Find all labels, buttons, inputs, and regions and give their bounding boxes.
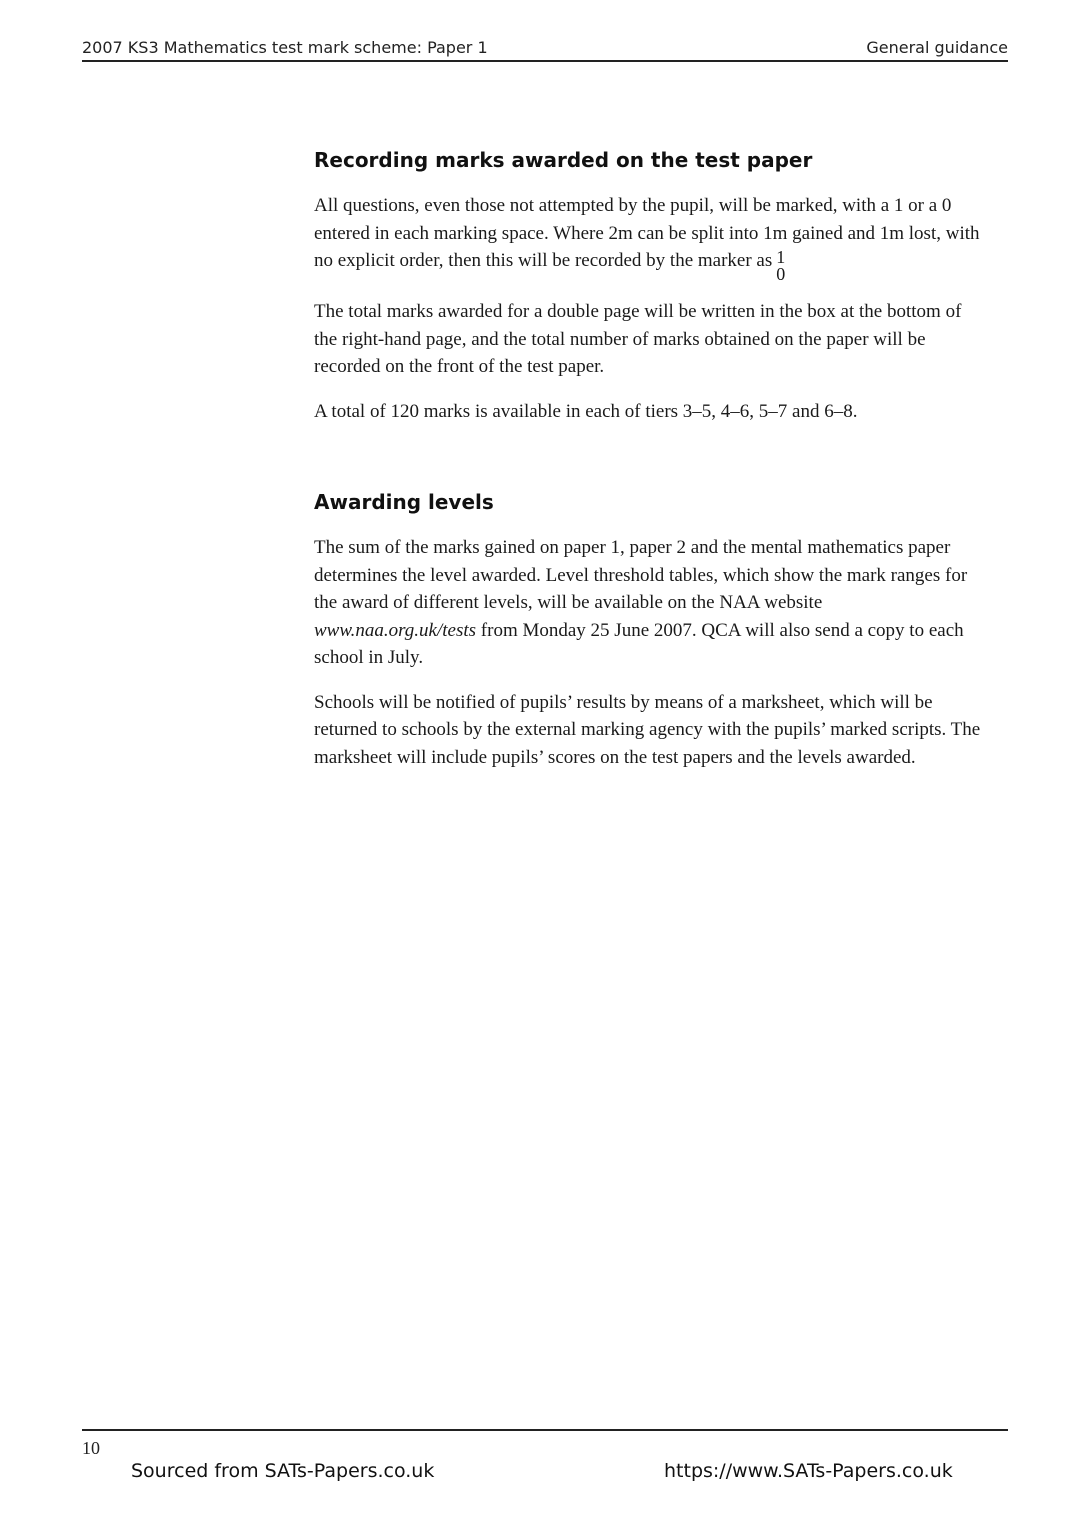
awarding-paragraph-2: Schools will be notified of pupils’ results by means of a marksheet, which will be returned to schools by the external marking agency with the pupils’ marked scripts. The marksheet will include pupils’ scores on the test papers and the levels awarded. bbox=[314, 691, 981, 768]
recording-p1-text: All questions, even those not attempted by the pupil, will be marked, with a 1 or a 0 entered in each marking space. Where 2m can be split into 1m gained and 1m lost, with no explicit order, then this will be recorded by the marker as bbox=[314, 195, 980, 271]
awarding-p1-after: from Monday 25 June 2007. QCA will also send a copy to each school in July. bbox=[314, 619, 964, 668]
source-credit: Sourced from SATs-Papers.co.uk bbox=[131, 1460, 435, 1482]
source-url[interactable]: https://www.SATs-Papers.co.uk bbox=[664, 1460, 953, 1482]
recording-paragraph-1 bbox=[314, 192, 984, 284]
recording-paragraph-3: A total of 120 marks is available in each of tiers 3–5, 4–6, 5–7 and 6–8. bbox=[314, 400, 858, 422]
document-title: 2007 KS3 Mathematics test mark scheme: Paper 1 bbox=[82, 38, 488, 57]
awarding-levels-heading: Awarding levels bbox=[314, 490, 494, 514]
awarding-paragraph-1 bbox=[314, 534, 984, 672]
recording-paragraph-2: The total marks awarded for a double page will be written in the box at the bottom of the right-hand page, and the total number of marks obtained on the paper will be recorded on the front of the test paper. bbox=[314, 301, 962, 377]
fraction-bottom: 0 bbox=[776, 264, 786, 284]
awarding-p1-before: The sum of the marks gained on paper 1, paper 2 and the mental mathematics paper determines the level awarded. Level threshold tables, which show the mark ranges for the award of different levels, will be available on the NAA website bbox=[314, 537, 968, 613]
running-header bbox=[82, 36, 1008, 62]
fraction-top: 1 bbox=[776, 247, 786, 267]
naa-website-link[interactable]: www.naa.org.uk/tests bbox=[314, 619, 477, 641]
page-number: 10 bbox=[82, 1438, 100, 1458]
mark-fraction bbox=[776, 249, 785, 283]
section-title: General guidance bbox=[866, 38, 1008, 57]
footer-divider bbox=[82, 1429, 1008, 1431]
recording-marks-heading: Recording marks awarded on the test paper bbox=[314, 148, 813, 172]
main-content bbox=[314, 148, 984, 788]
